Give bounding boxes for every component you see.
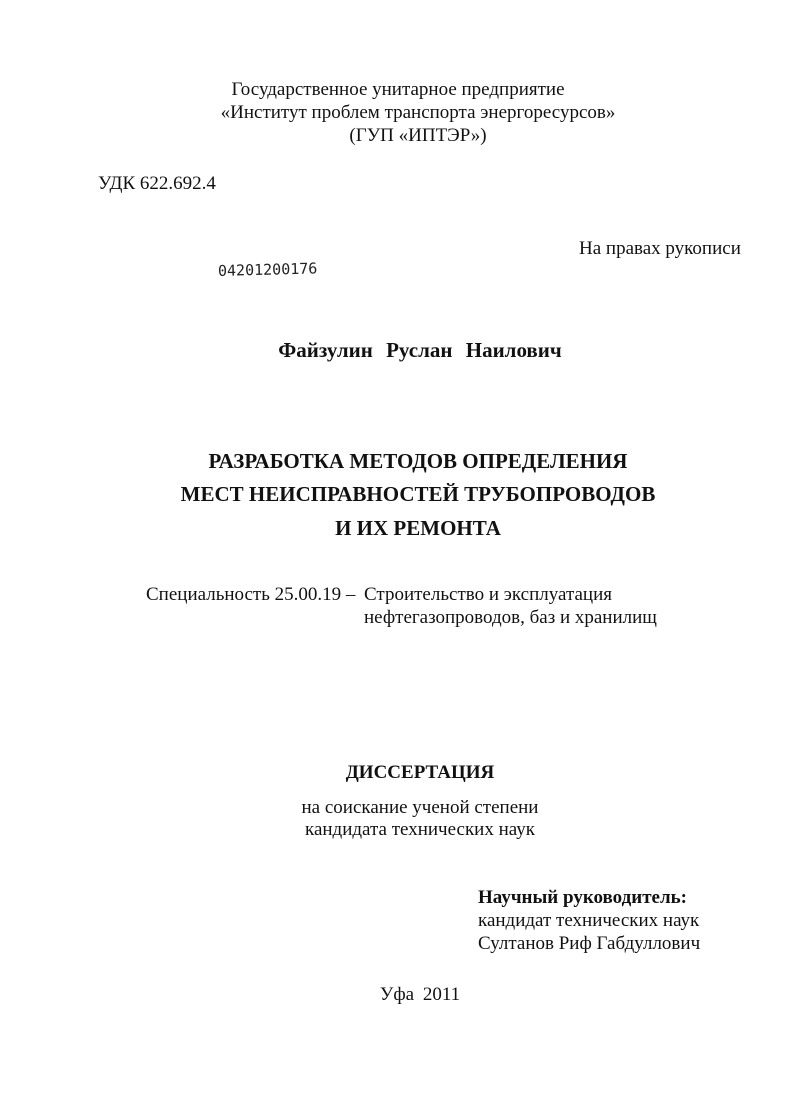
document-type: ДИССЕРТАЦИЯ (345, 762, 495, 783)
registration-stamp-number: 04201200176 (217, 259, 318, 280)
organization-line-1: Государственное унитарное предприятие (231, 79, 565, 100)
specialty-name-line-1: Строительство и эксплуатация (364, 584, 612, 605)
title-line-3: И ИХ РЕМОНТА (335, 516, 501, 540)
degree-line-2: кандидата технических наук (305, 819, 535, 840)
place-and-year: Уфа 2011 (379, 984, 461, 1005)
organization-line-2: «Институт проблем транспорта энергоресурсов» (220, 102, 616, 123)
specialty-name-line-2: нефтегазопроводов, баз и хранилищ (364, 607, 657, 628)
udk-code: УДК 622.692.4 (98, 173, 216, 194)
specialty-label: Специальность 25.00.19 – (146, 584, 356, 605)
title-line-1: РАЗРАБОТКА МЕТОДОВ ОПРЕДЕЛЕНИЯ (208, 449, 628, 473)
manuscript-rights-note: На правах рукописи (579, 238, 741, 259)
title-line-2: МЕСТ НЕИСПРАВНОСТЕЙ ТРУБОПРОВОДОВ (180, 482, 656, 506)
supervisor-heading: Научный руководитель: (478, 887, 687, 908)
organization-line-3: (ГУП «ИПТЭР») (349, 125, 487, 146)
degree-line-1: на соискание ученой степени (301, 797, 539, 818)
author-name: Файзулин Руслан Наилович (278, 338, 562, 362)
supervisor-title: кандидат технических наук (478, 910, 700, 931)
supervisor-name: Султанов Риф Габдуллович (478, 933, 701, 954)
